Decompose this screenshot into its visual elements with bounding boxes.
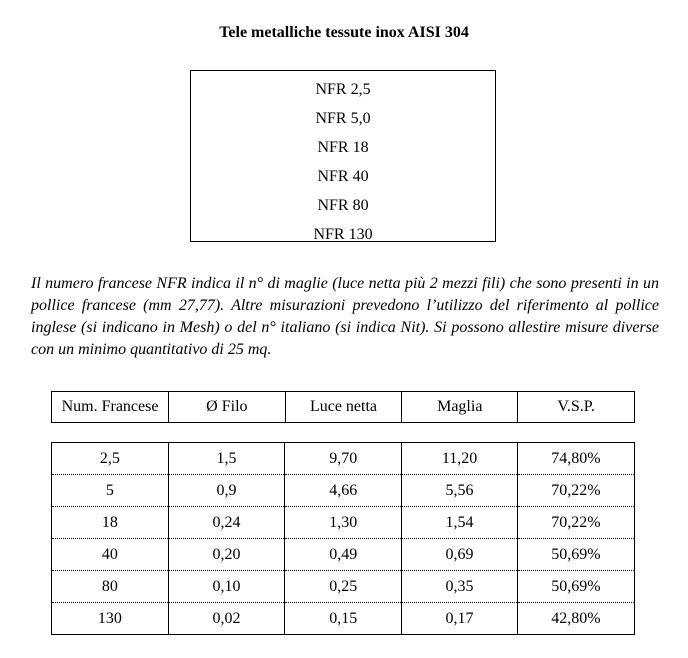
table-cell: 50,69% <box>517 539 634 571</box>
table-cell: 42,80% <box>517 603 634 635</box>
table-row <box>52 475 635 507</box>
table-cell: 0,17 <box>402 603 518 635</box>
table-cell: 5,56 <box>402 475 518 507</box>
header-row <box>52 392 635 423</box>
table-cell: 50,69% <box>517 571 634 603</box>
header-filo: Ø Filo <box>169 392 286 423</box>
nfr-item: NFR 5,0 <box>315 110 371 127</box>
header-maglia: Maglia <box>402 392 518 423</box>
header-luce-netta: Luce netta <box>285 392 402 423</box>
table-cell: 70,22% <box>517 475 634 507</box>
document-title: Tele metalliche tessute inox AISI 304 <box>219 24 469 41</box>
table-cell: 1,30 <box>285 507 402 539</box>
table-cell: 0,15 <box>285 603 402 635</box>
nfr-item: NFR 40 <box>317 168 369 185</box>
header-num-francese: Num. Francese <box>52 392 169 423</box>
table-cell: 1,54 <box>402 507 518 539</box>
table-row <box>52 443 635 475</box>
table-cell: 0,20 <box>168 539 285 571</box>
nfr-list-box <box>190 70 496 242</box>
description-paragraph: Il numero francese NFR indica il n° di maglie (luce netta più 2 mezzi fili) che sono presenti in un pollice francese (mm 27,77). Altre misurazioni prevedono l’utilizzo del riferimento al pollice inglese (si indicano in Mesh) o del n° italiano (si indica Nit). Si possono allestire misure diverse con un minimo quantitativo di 25 mq. <box>31 275 659 358</box>
table-cell: 70,22% <box>517 507 634 539</box>
table-cell: 0,02 <box>168 603 285 635</box>
table-cell: 18 <box>52 507 169 539</box>
table-cell: 0,10 <box>168 571 285 603</box>
table-cell: 0,9 <box>168 475 285 507</box>
table-cell: 0,49 <box>285 539 402 571</box>
table-cell: 0,35 <box>402 571 518 603</box>
nfr-item: NFR 2,5 <box>315 81 371 98</box>
nfr-item: NFR 18 <box>317 139 369 156</box>
table-cell: 1,5 <box>168 443 285 475</box>
table-cell: 130 <box>52 603 169 635</box>
table-row <box>52 507 635 539</box>
table-cell: 0,25 <box>285 571 402 603</box>
table-row <box>52 539 635 571</box>
table-cell: 40 <box>52 539 169 571</box>
table-cell: 9,70 <box>285 443 402 475</box>
table-cell: 5 <box>52 475 169 507</box>
table-row <box>52 603 635 635</box>
table-cell: 4,66 <box>285 475 402 507</box>
data-table <box>51 442 635 635</box>
table-cell: 11,20 <box>402 443 518 475</box>
table-row <box>52 571 635 603</box>
table-cell: 2,5 <box>52 443 169 475</box>
table-cell: 0,69 <box>402 539 518 571</box>
header-table <box>51 391 635 423</box>
table-cell: 80 <box>52 571 169 603</box>
nfr-item: NFR 130 <box>313 226 373 243</box>
table-cell: 0,24 <box>168 507 285 539</box>
nfr-item: NFR 80 <box>317 197 369 214</box>
header-vsp: V.S.P. <box>518 392 635 423</box>
table-cell: 74,80% <box>517 443 634 475</box>
